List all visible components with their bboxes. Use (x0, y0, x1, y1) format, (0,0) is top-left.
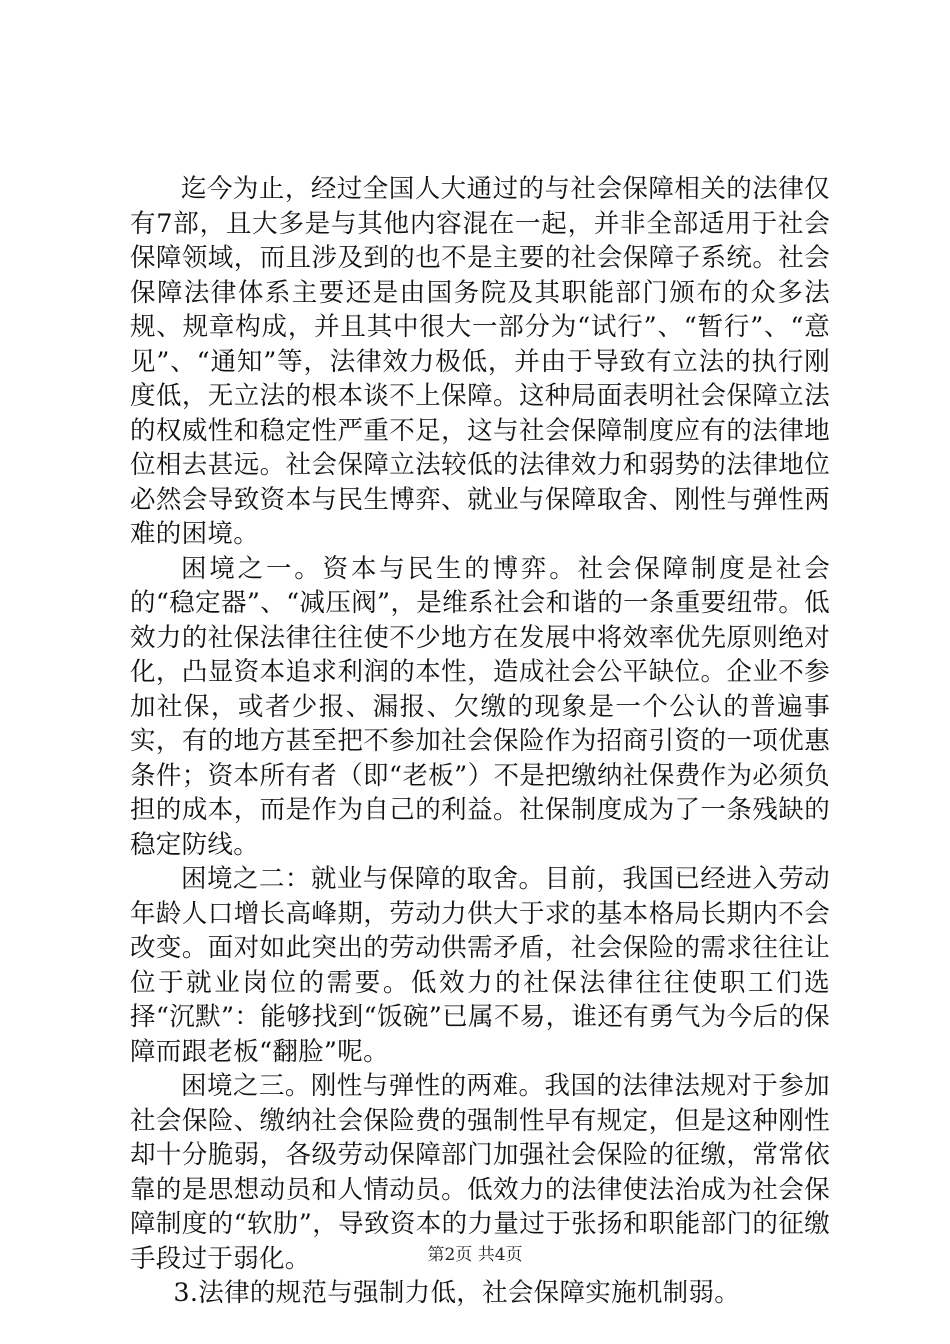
page-number-footer: 第2页 共4页 (427, 1245, 523, 1265)
paragraph-legal-status: 迄今为止，经过全国人大通过的与社会保障相关的法律仅有7部，且大多是与其他内容混在一起，并非全部适用于社会保障领域，而且涉及到的也不是主要的社会保障子系统。社会保障法律体系主要还是由国务院及其职能部门颁布的众多法规、规章构成，并且其中很大一部分为“试行”、“暂行”、“意见”、“通知”等，法律效力极低，并由于导致有立法的执行刚度低，无立法的根本谈不上保障。这种局面表明社会保障立法的权威性和稳定性严重不足，这与社会保障制度应有的法律地位相去甚远。社会保障立法较低的法律效力和弱势的法律地位必然会导致资本与民生博弈、就业与保障取舍、刚性与弹性两难的困境。 (130, 174, 830, 549)
paragraph-dilemma-three: 困境之三。刚性与弹性的两难。我国的法律法规对于参加社会保险、缴纳社会保险费的强制性早有规定，但是这种刚性却十分脆弱，各级劳动保障部门加强社会保险的征缴，常常依靠的是思想动员和人情动员。低效力的法律使法治成为社会保障制度的“软肋”，导致资本的力量过于张扬和职能部门的征缴手段过于弱化。 (130, 1071, 830, 1274)
paragraph-dilemma-two: 困境之二：就业与保障的取舍。目前，我国已经进入劳动年龄人口增长高峰期，劳动力供大于求的基本格局长期内不会改变。面对如此突出的劳动供需矛盾，社会保险的需求往往让位于就业岗位的需要。低效力的社保法律往往使职工们选择“沉默”：能够找到“饭碗”已属不易，谁还有勇气为今后的保障而跟老板“翻脸”呢。 (130, 864, 830, 1067)
paragraph-dilemma-one: 困境之一。资本与民生的博弈。社会保障制度是社会的“稳定器”、“减压阀”，是维系社会和谐的一条重要纽带。低效力的社保法律往往使不少地方在发展中将效率优先原则绝对化，凸显资本追求利润的本性，造成社会公平缺位。企业不参加社保，或者少报、漏报、欠缴的现象是一个公认的普遍事实，有的地方甚至把不参加社会保险作为招商引资的一项优惠条件；资本所有者（即“老板”）不是把缴纳社保费作为必须负担的成本，而是作为自己的利益。社保制度成为了一条残缺的稳定防线。 (130, 553, 830, 860)
section-heading-3: 3.法律的规范与强制力低，社会保障实施机制弱。 (173, 1278, 741, 1308)
document-body (130, 172, 830, 1311)
